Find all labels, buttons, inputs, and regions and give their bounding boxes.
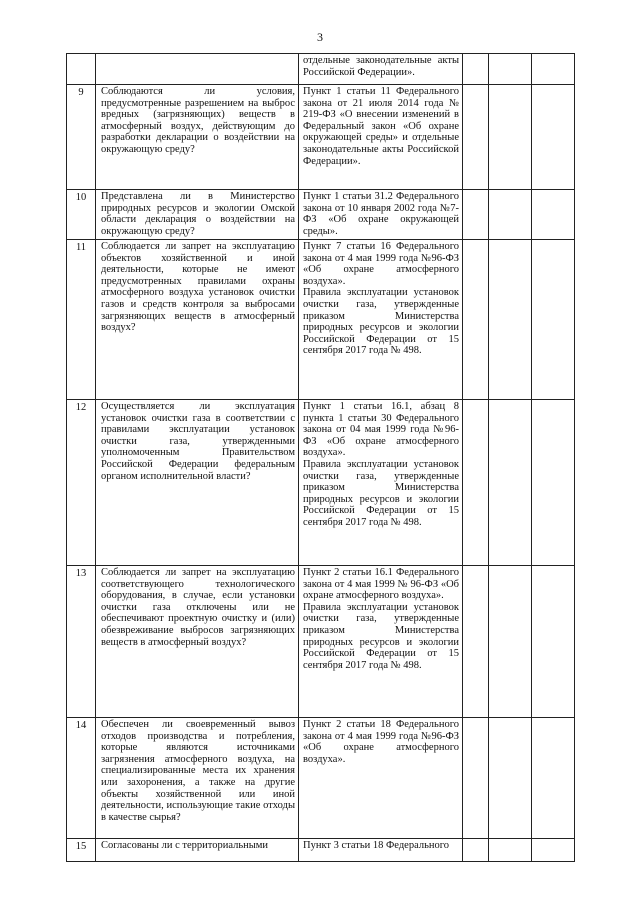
row-reference: Пункт 2 статьи 16.1 Федерального закона от 4 мая 1999 № 96-ФЗ «Об охране атмосферного воздуха». Правила эксплуатации установок очистки газа, утвержденные приказом Министерства природных ресурсов и экологии Российской Федерации от 15 сентября 2017 года № 498. [299, 566, 463, 718]
row-number: 12 [67, 400, 96, 566]
answer-na-cell[interactable] [532, 839, 575, 862]
answer-no-cell[interactable] [489, 400, 532, 566]
answer-no-cell[interactable] [489, 718, 532, 839]
row-number: 9 [67, 85, 96, 190]
page-number: 3 [317, 30, 323, 44]
answer-yes-cell[interactable] [463, 718, 489, 839]
table-row [67, 839, 575, 862]
answer-no-cell[interactable] [489, 566, 532, 718]
answer-na-cell[interactable] [532, 85, 575, 190]
answer-na-cell[interactable] [532, 718, 575, 839]
table-row [67, 54, 575, 85]
row-number [67, 54, 96, 85]
answer-yes-cell[interactable] [463, 85, 489, 190]
answer-no-cell[interactable] [489, 839, 532, 862]
row-question: Соблюдаются ли условия, предусмотренные разрешением на выброс вредных (загрязняющих) веществ в атмосферный воздух, действующим до разработки декларации о воздействии на окружающую среду? [96, 85, 299, 190]
checklist-table [66, 53, 575, 862]
table-row [67, 718, 575, 839]
answer-no-cell[interactable] [489, 240, 532, 400]
row-question [96, 54, 299, 85]
row-number: 13 [67, 566, 96, 718]
answer-no-cell[interactable] [489, 85, 532, 190]
row-question: Представлена ли в Министерство природных ресурсов и экологии Омской области декларация о воздействии на окружающую среду? [96, 190, 299, 240]
row-question: Осуществляется ли эксплуатация установок очистки газа в соответствии с правилами эксплуатации установок очистки газа, утвержденными уполномоченным Правительством Российской Федерации федеральным органом исполнительной власти? [96, 400, 299, 566]
answer-na-cell[interactable] [532, 400, 575, 566]
answer-yes-cell[interactable] [463, 400, 489, 566]
table-row [67, 566, 575, 718]
row-number: 14 [67, 718, 96, 839]
row-reference: Пункт 7 статьи 16 Федерального закона от 4 мая 1999 года №96-ФЗ «Об охране атмосферного воздуха». Правила эксплуатации установок очистки газа, утвержденные приказом Министерства природных ресурсов и экологии Российской Федерации от 15 сентября 2017 года № 498. [299, 240, 463, 400]
row-question: Соблюдается ли запрет на эксплуатацию соответствующего технологического оборудования, в случае, если установки очистки газа отключены или не обеспечивают проектную очистку и (или) обезвреживание выбросов загрязняющих веществ в атмосферный воздух? [96, 566, 299, 718]
row-reference: Пункт 1 статьи 31.2 Федерального закона от 10 января 2002 года №7-ФЗ «Об охране окружающей среды». [299, 190, 463, 240]
answer-na-cell[interactable] [532, 566, 575, 718]
row-number: 15 [67, 839, 96, 862]
table-row [67, 240, 575, 400]
table-row [67, 400, 575, 566]
answer-na-cell[interactable] [532, 54, 575, 85]
answer-no-cell[interactable] [489, 54, 532, 85]
answer-na-cell[interactable] [532, 190, 575, 240]
answer-yes-cell[interactable] [463, 240, 489, 400]
table-row [67, 85, 575, 190]
row-reference: Пункт 1 статьи 16.1, абзац 8 пункта 1 статьи 30 Федерального закона от 04 мая 1999 года №96-ФЗ «Об охране атмосферного воздуха». Правила эксплуатации установок очистки газа, утвержденные приказом Министерства природных ресурсов и экологии Российской Федерации от 15 сентября 2017 года № 498. [299, 400, 463, 566]
row-reference: отдельные законодательные акты Российской Федерации». [299, 54, 463, 85]
row-number: 10 [67, 190, 96, 240]
answer-yes-cell[interactable] [463, 566, 489, 718]
row-reference: Пункт 2 статьи 18 Федерального закона от 4 мая 1999 года №96-ФЗ «Об охране атмосферного воздуха». [299, 718, 463, 839]
row-number: 11 [67, 240, 96, 400]
answer-yes-cell[interactable] [463, 839, 489, 862]
row-reference: Пункт 3 статьи 18 Федерального [299, 839, 463, 862]
row-question: Соблюдается ли запрет на эксплуатацию объектов хозяйственной и иной деятельности, которые не имеют предусмотренных правилами охраны атмосферного воздуха установок очистки газов и средств контроля за выбросами загрязняющих веществ в атмосферный воздух? [96, 240, 299, 400]
row-reference: Пункт 1 статьи 11 Федерального закона от 21 июля 2014 года № 219-ФЗ «О внесении изменений в Федеральный закон «Об охране окружающей среды» и отдельные законодательные акты Российской Федерации». [299, 85, 463, 190]
answer-no-cell[interactable] [489, 190, 532, 240]
row-question: Согласованы ли с территориальными [96, 839, 299, 862]
table-row [67, 190, 575, 240]
answer-na-cell[interactable] [532, 240, 575, 400]
answer-yes-cell[interactable] [463, 54, 489, 85]
answer-yes-cell[interactable] [463, 190, 489, 240]
row-question: Обеспечен ли своевременный вывоз отходов производства и потребления, которые являются источниками загрязнения атмосферного воздуха, на специализированные места их хранения или захоронения, а также на другие объекты хозяйственной или иной деятельности, использующие такие отходы в качестве сырья? [96, 718, 299, 839]
